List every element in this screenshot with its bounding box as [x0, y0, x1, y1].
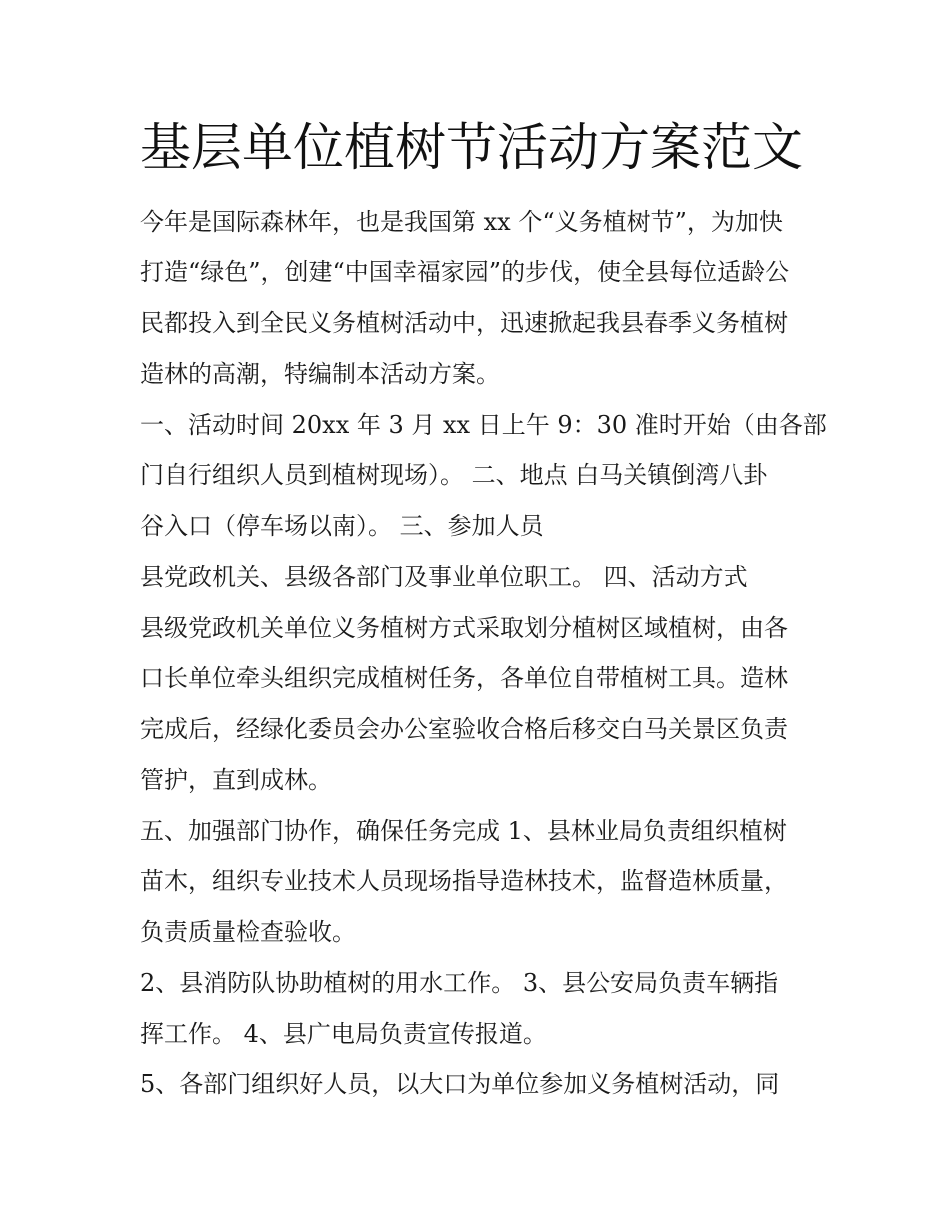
paragraph-line: 5、各部门组织好人员，以大口为单位参加义务植树活动，同	[140, 1070, 780, 1098]
paragraph-line: 造林的高潮，特编制本活动方案。	[140, 360, 500, 388]
paragraph-line: 2、县消防队协助植树的用水工作。 3、县公安局负责车辆指	[140, 969, 779, 997]
paragraph-line: 民都投入到全民义务植树活动中，迅速掀起我县春季义务植树	[140, 309, 788, 337]
paragraph-line: 打造“绿色”，创建“中国幸福家园”的步伐，使全县每位适龄公	[140, 258, 790, 286]
paragraph-line: 今年是国际森林年，也是我国第 xx 个“义务植树节”，为加快	[140, 208, 783, 236]
document-title: 基层单位植树节活动方案范文	[140, 119, 804, 178]
paragraph-line: 县级党政机关单位义务植树方式采取划分植树区域植树，由各	[140, 614, 788, 642]
paragraph-line: 门自行组织人员到植树现场）。 二、地点 白马关镇倒湾八卦	[140, 461, 768, 489]
paragraph-line: 管护，直到成林。	[140, 766, 332, 794]
paragraph-line: 口长单位牵头组织完成植树任务，各单位自带植树工具。造林	[140, 664, 788, 692]
paragraph-line: 五、加强部门协作，确保任务完成 1、县林业局负责组织植树	[140, 817, 787, 845]
paragraph-line: 县党政机关、县级各部门及事业单位职工。 四、活动方式	[140, 563, 748, 591]
paragraph-line: 挥工作。 4、县广电局负责宣传报道。	[140, 1020, 547, 1048]
paragraph-line: 谷入口（停车场以南）。 三、参加人员	[140, 512, 544, 540]
paragraph-line: 完成后，经绿化委员会办公室验收合格后移交白马关景区负责	[140, 715, 788, 743]
paragraph-line: 一、活动时间 20xx 年 3 月 xx 日上午 9：30 准时开始（由各部	[140, 411, 827, 439]
paragraph-line: 负责质量检查验收。	[140, 918, 356, 946]
paragraph-line: 苗木，组织专业技术人员现场指导造林技术，监督造林质量，	[140, 867, 788, 895]
